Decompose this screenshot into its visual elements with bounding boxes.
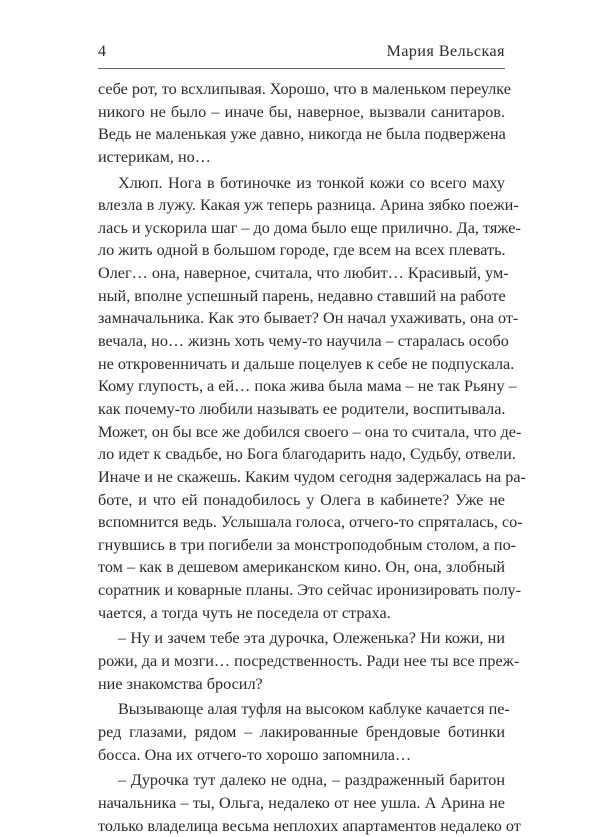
- text-line: ный, вполне успешный парень, недавно ставший на работе: [98, 285, 505, 308]
- text-line: как почему-то любили называть ее родители, воспитывала.: [98, 398, 505, 421]
- text-line: никого не было – иначе бы, наверное, вызвали санитаров.: [98, 101, 505, 124]
- text-line: босса. Она их отчего-то хорошо запомнила…: [98, 744, 505, 767]
- text-line: начальника – ты, Ольга, недалеко от нее ушла. А Арина не: [98, 792, 505, 815]
- page-number: 4: [98, 42, 106, 62]
- paragraph: [98, 769, 505, 837]
- text-line: Иначе и не скажешь. Каким чудом сегодня задержалась на ра-: [98, 466, 505, 489]
- text-line: влезла в лужу. Какая уж теперь разница. Арина зябко поежи-: [98, 194, 505, 217]
- running-head-author: Мария Вельская: [387, 42, 505, 62]
- body-text: [98, 78, 505, 837]
- text-line: рожи, да и мозги… посредственность. Ради нее ты все преж-: [98, 650, 505, 673]
- text-line: – Дурочка тут далеко не одна, – раздраженный баритон: [98, 769, 505, 792]
- text-line: не откровенничать и дальше поцелуев к себе не подпускала.: [98, 353, 505, 376]
- text-line: ло идет к свадьбе, но Бога благодарить надо, Судьбу, отвели.: [98, 443, 505, 466]
- text-line: истерикам, но…: [98, 146, 505, 169]
- paragraph: [98, 698, 505, 766]
- paragraph: [98, 627, 505, 695]
- paragraph: [98, 78, 505, 169]
- text-line: боте, и что ей понадобилось у Олега в кабинете? Уже не: [98, 489, 505, 512]
- text-line: только владелица весьма неплохих апартаментов недалеко от: [98, 815, 505, 837]
- text-line: ред глазами, рядом – лакированные брендовые ботинки: [98, 721, 505, 744]
- text-line: том – как в дешевом американском кино. Он, она, злобный: [98, 556, 505, 579]
- text-line: Хлюп. Нога в ботиночке из тонкой кожи со всего маху: [98, 172, 505, 195]
- text-line: замначальника. Как это бывает? Он начал ухаживать, она от-: [98, 307, 505, 330]
- text-line: – Ну и зачем тебе эта дурочка, Олеженька? Ни кожи, ни: [98, 627, 505, 650]
- text-line: вспомнится ведь. Услышала голоса, отчего-то спряталась, со-: [98, 511, 505, 534]
- text-line: Может, он бы все же добился своего – она то считала, что де-: [98, 421, 505, 444]
- text-line: Кому глупость, а ей… пока жива была мама – не так Рьяну –: [98, 375, 505, 398]
- paragraph: [98, 172, 505, 625]
- text-line: соратник и коварные планы. Это сейчас иронизировать полу-: [98, 579, 505, 602]
- text-line: себе рот, то всхлипывая. Хорошо, что в маленьком переулке: [98, 78, 505, 101]
- text-line: гнувшись в три погибели за монстроподобным столом, а по-: [98, 534, 505, 557]
- text-line: ло жить одной в большом городе, где всем на всех плевать.: [98, 239, 505, 262]
- header-rule: [98, 68, 505, 69]
- text-line: Вызывающе алая туфля на высоком каблуке качается пе-: [98, 698, 505, 721]
- text-line: ние знакомства бросил?: [98, 673, 505, 696]
- text-line: лась и ускорила шаг – до дома было еще прилично. Да, тяже-: [98, 217, 505, 240]
- text-line: Олег… она, наверное, считала, что любит… Красивый, ум-: [98, 262, 505, 285]
- text-line: чается, а тогда чуть не поседела от страха.: [98, 602, 505, 625]
- text-line: Ведь не маленькая уже давно, никогда не была подвержена: [98, 123, 505, 146]
- text-line: вечала, но… жизнь хоть чему-то научила – старалась особо: [98, 330, 505, 353]
